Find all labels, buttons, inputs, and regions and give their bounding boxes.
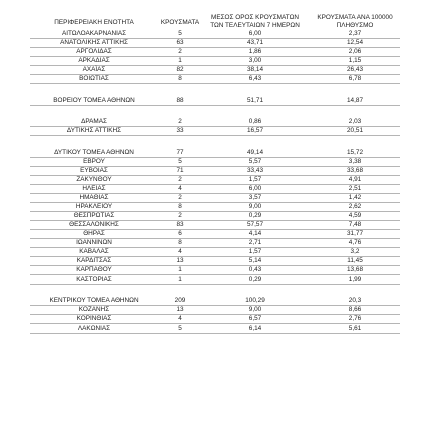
row-region: ΚΟΖΑΝΗΣ — [78, 306, 110, 313]
row-avg: 16,57 — [247, 127, 263, 134]
row-avg: 6,57 — [248, 315, 262, 322]
row-cases: 13 — [176, 306, 184, 313]
row-cases: 2 — [178, 194, 182, 201]
row-avg: 5,14 — [248, 257, 262, 264]
row-per100k: 2,37 — [348, 30, 362, 37]
row-region: ΑΧΑΪΑΣ — [82, 66, 106, 73]
row-per100k: 1,42 — [348, 194, 362, 201]
row-avg: 6,00 — [248, 30, 262, 37]
row-cases: 82 — [176, 66, 184, 73]
row-cases: 4 — [178, 248, 182, 255]
row-per100k: 6,78 — [348, 75, 362, 82]
row-region: ΔΥΤΙΚΗΣ ΑΤΤΙΚΗΣ — [66, 127, 122, 134]
row-avg: 5,57 — [248, 158, 262, 165]
row-region: ΚΑΒΑΛΑΣ — [79, 248, 109, 255]
row-cases: 77 — [176, 149, 184, 156]
row-avg: 0,29 — [248, 212, 262, 219]
row-per100k: 4,76 — [348, 239, 362, 246]
row-cases: 88 — [176, 97, 184, 104]
row-divider — [30, 333, 400, 334]
row-region: ΙΩΑΝΝΙΝΩΝ — [76, 239, 112, 246]
row-per100k: 1,99 — [348, 276, 362, 283]
row-region: ΚΑΡΠΑΘΟΥ — [76, 266, 112, 273]
row-per100k: 4,59 — [348, 212, 362, 219]
row-region: ΘΕΣΠΡΩΤΙΑΣ — [73, 212, 115, 219]
row-region: ΖΑΚΥΝΘΟΥ — [76, 176, 112, 183]
row-cases: 5 — [178, 158, 182, 165]
row-region: ΒΟΙΩΤΙΑΣ — [79, 75, 109, 82]
header-region: ΠΕΡΙΦΕΡΕΙΑΚΗ ΕΝΟΤΗΤΑ — [54, 19, 134, 26]
row-cases: 4 — [178, 315, 182, 322]
row-divider — [30, 284, 400, 285]
row-cases: 8 — [178, 203, 182, 210]
row-per100k: 20,3 — [348, 297, 362, 304]
row-region: ΔΥΤΙΚΟΥ ΤΟΜΕΑ ΑΘΗΝΩΝ — [54, 149, 134, 156]
row-cases: 4 — [178, 185, 182, 192]
row-per100k: 2,03 — [348, 118, 362, 125]
header-per-100k — [305, 14, 405, 30]
row-avg: 1,57 — [248, 176, 262, 183]
row-avg: 4,14 — [248, 230, 262, 237]
row-region: ΚΟΡΙΝΘΙΑΣ — [76, 315, 112, 322]
row-avg: 0,43 — [248, 266, 262, 273]
row-cases: 2 — [178, 176, 182, 183]
row-region: ΚΑΣΤΟΡΙΑΣ — [76, 276, 112, 283]
row-avg: 2,71 — [248, 239, 262, 246]
row-cases: 71 — [176, 167, 184, 174]
row-region: ΑΙΤΩΛΟΑΚΑΡΝΑΝΙΑΣ — [61, 30, 127, 37]
row-per100k: 3,2 — [350, 248, 360, 255]
row-avg: 38,14 — [247, 66, 263, 73]
row-avg: 9,00 — [248, 306, 262, 313]
row-avg: 51,71 — [247, 97, 263, 104]
row-region: ΗΡΑΚΛΕΙΟΥ — [75, 203, 113, 210]
header-avg-7-days — [205, 14, 305, 30]
row-divider — [30, 105, 400, 106]
row-divider — [30, 135, 400, 136]
row-cases: 2 — [178, 212, 182, 219]
row-per100k: 1,15 — [348, 57, 362, 64]
row-divider — [30, 274, 400, 275]
row-cases: 2 — [178, 118, 182, 125]
row-per100k: 11,45 — [347, 257, 363, 264]
row-cases: 8 — [178, 75, 182, 82]
row-per100k: 5,61 — [348, 325, 362, 332]
row-avg: 3,00 — [248, 57, 262, 64]
row-cases: 209 — [174, 297, 186, 304]
header-per100k-line1: ΚΡΟΥΣΜΑΤΑ ΑΝΑ 100000 — [317, 14, 393, 21]
row-cases: 1 — [178, 276, 182, 283]
row-region: ΕΒΡΟΥ — [83, 158, 105, 165]
row-region: ΚΑΡΔΙΤΣΑΣ — [76, 257, 112, 264]
row-per100k: 2,06 — [348, 48, 362, 55]
row-per100k: 13,68 — [347, 266, 363, 273]
row-avg: 1,57 — [248, 248, 262, 255]
row-avg: 6,14 — [248, 325, 262, 332]
row-region: ΑΝΑΤΟΛΙΚΗΣ ΑΤΤΙΚΗΣ — [60, 39, 128, 46]
row-per100k: 14,87 — [347, 97, 363, 104]
row-region: ΘΕΣΣΑΛΟΝΙΚΗΣ — [69, 221, 119, 228]
row-region: ΑΡΚΑΔΙΑΣ — [78, 57, 110, 64]
row-cases: 1 — [178, 266, 182, 273]
row-cases: 5 — [178, 325, 182, 332]
row-per100k: 31,77 — [347, 230, 363, 237]
row-avg: 57,57 — [247, 221, 263, 228]
row-per100k: 2,51 — [348, 185, 362, 192]
row-per100k: 20,51 — [347, 127, 363, 134]
row-per100k: 15,72 — [347, 149, 363, 156]
row-avg: 33,43 — [247, 167, 263, 174]
row-region: ΒΟΡΕΙΟΥ ΤΟΜΕΑ ΑΘΗΝΩΝ — [53, 97, 135, 104]
header-avg-line2: ΤΩΝ ΤΕΛΕΥΤΑΙΩΝ 7 ΗΜΕΡΩΝ — [210, 22, 300, 29]
header-per100k-line2: ΠΛΗΘΥΣΜΟ — [336, 22, 374, 29]
row-region: ΗΛΕΙΑΣ — [82, 185, 106, 192]
row-region: ΛΑΚΩΝΙΑΣ — [77, 325, 111, 332]
row-region: ΗΜΑΘΙΑΣ — [79, 194, 109, 201]
header-cases: ΚΡΟΥΣΜΑΤΑ — [160, 19, 200, 26]
row-per100k: 4,91 — [348, 176, 362, 183]
row-region: ΚΕΝΤΡΙΚΟΥ ΤΟΜΕΑ ΑΘΗΝΩΝ — [49, 297, 139, 304]
row-divider — [30, 323, 400, 324]
row-avg: 100,29 — [245, 297, 265, 304]
row-cases: 33 — [176, 127, 184, 134]
header-avg-line1: ΜΕΣΟΣ ΟΡΟΣ ΚΡΟΥΣΜΑΤΩΝ — [211, 14, 299, 21]
row-cases: 8 — [178, 239, 182, 246]
row-per100k: 3,38 — [348, 158, 362, 165]
row-avg: 6,43 — [248, 75, 262, 82]
row-cases: 2 — [178, 48, 182, 55]
row-region: ΔΡΑΜΑΣ — [81, 118, 107, 125]
row-avg: 43,71 — [247, 39, 263, 46]
row-region: ΑΡΓΟΛΙΔΑΣ — [76, 48, 112, 55]
row-region: ΕΥΒΟΙΑΣ — [80, 167, 108, 174]
row-per100k: 12,54 — [347, 39, 363, 46]
row-cases: 63 — [176, 39, 184, 46]
row-avg: 49,14 — [247, 149, 263, 156]
row-cases: 1 — [178, 57, 182, 64]
row-per100k: 26,43 — [347, 66, 363, 73]
row-cases: 13 — [176, 257, 184, 264]
row-per100k: 8,66 — [348, 306, 362, 313]
row-avg: 6,00 — [248, 185, 262, 192]
row-cases: 6 — [178, 230, 182, 237]
row-cases: 5 — [178, 30, 182, 37]
row-per100k: 33,68 — [347, 167, 363, 174]
row-region: ΘΗΡΑΣ — [83, 230, 105, 237]
row-avg: 9,00 — [248, 203, 262, 210]
row-avg: 3,57 — [248, 194, 262, 201]
row-per100k: 2,62 — [348, 203, 362, 210]
row-divider — [30, 83, 400, 84]
row-per100k: 2,76 — [348, 315, 362, 322]
row-per100k: 7,48 — [348, 221, 362, 228]
row-avg: 0,29 — [248, 276, 262, 283]
row-avg: 0,86 — [248, 118, 262, 125]
row-cases: 83 — [176, 221, 184, 228]
row-avg: 1,86 — [248, 48, 262, 55]
